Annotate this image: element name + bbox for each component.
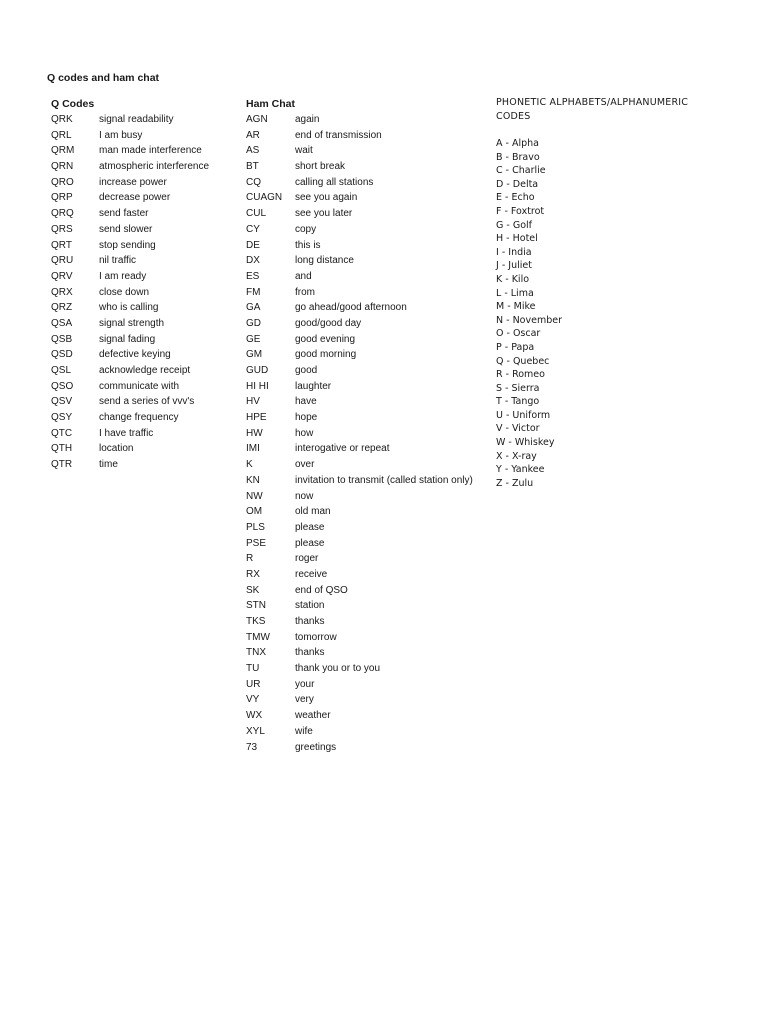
list-item: M - Mike [496,301,536,313]
table-row [51,190,231,206]
list-item: L - Lima [496,287,534,299]
table-row [51,300,231,316]
list-item: V - Victor [496,423,540,435]
code-cell: HI HI [246,380,269,392]
list-item: Q - Quebec [496,355,550,367]
list-item: H - Hotel [496,233,538,245]
code-cell: GUD [246,365,269,376]
phonetic-header-line2: CODES [496,111,531,122]
table-row [51,441,231,457]
table-row [246,520,486,536]
meaning-cell: send a series of vvv's [99,396,195,408]
meaning-cell: location [99,443,134,455]
table-row [246,661,486,677]
table-row [246,489,486,505]
table-row [246,379,486,395]
table-row [246,143,486,159]
table-row [51,316,231,332]
meaning-cell: defective keying [99,349,171,361]
code-cell: ES [246,270,260,282]
meaning-cell: wait [295,145,313,157]
meaning-cell: weather [295,710,331,722]
code-cell: QTC [51,427,73,439]
code-cell: QSD [51,349,73,361]
meaning-cell: change frequency [99,412,179,424]
code-cell: GM [246,349,263,361]
table-row [246,300,486,316]
table-row [51,143,231,159]
code-cell: TNX [246,647,266,659]
meaning-cell: receive [295,568,328,580]
list-item: E - Echo [496,192,535,204]
meaning-cell: station [295,600,325,612]
code-cell: IMI [246,443,260,455]
meaning-cell: good morning [295,349,357,361]
ham-chat-column [246,96,486,755]
meaning-cell: thanks [295,647,325,659]
table-row [246,473,486,489]
code-cell: GD [246,317,261,329]
meaning-cell: go ahead/good afternoon [295,302,407,314]
code-cell: QRK [51,114,73,125]
meaning-cell: from [295,286,315,298]
code-cell: TKS [246,616,266,627]
phonetic-header [496,96,736,124]
table-row [246,457,486,473]
code-cell: DE [246,239,260,251]
meaning-cell: how [295,427,314,439]
code-cell: QSY [51,412,73,424]
table-row [246,316,486,332]
meaning-cell: good [295,365,318,376]
meaning-cell: invitation to transmit (called station only) [295,474,473,486]
code-cell: AR [246,129,260,141]
table-row [246,112,486,128]
meaning-cell: I am ready [99,270,147,282]
list-item: R - Romeo [496,369,545,381]
meaning-cell: send faster [99,208,149,220]
code-cell: OM [246,506,263,518]
meaning-cell: see you again [295,192,358,204]
phonetic-header-line1: PHONETIC ALPHABETS/ALPHANUMERIC [496,97,689,108]
list-item: F - Foxtrot [496,205,545,217]
code-cell: QRL [51,129,72,141]
q-codes-column [51,96,231,473]
table-row [246,332,486,348]
meaning-cell: I am busy [99,129,143,141]
code-cell: QTH [51,443,73,455]
list-item: O - Oscar [496,328,541,340]
code-cell: QSB [51,333,73,345]
meaning-cell: thanks [295,616,325,627]
code-cell: NW [246,490,263,502]
code-cell: FM [246,286,261,298]
meaning-cell: hope [295,412,318,424]
code-cell: PSE [246,537,267,549]
meaning-cell: send slower [99,223,153,235]
code-cell: R [246,553,254,565]
code-cell: 73 [246,741,258,753]
code-cell: K [246,459,253,471]
q-codes-header: Q Codes [51,98,95,110]
meaning-cell: good/good day [295,317,362,329]
code-cell: HW [246,427,263,439]
table-row [246,128,486,144]
list-item: A - Alpha [496,138,539,149]
meaning-cell: again [295,114,320,125]
ham-chat-header: Ham Chat [246,98,296,110]
code-cell: TMW [246,631,270,643]
meaning-cell: who is calling [99,302,159,314]
meaning-cell: now [295,490,314,502]
table-row [246,536,486,552]
table-row [51,457,231,473]
meaning-cell: this is [295,239,321,251]
table-row [51,394,231,410]
code-cell: QRX [51,286,73,298]
meaning-cell: please [295,537,325,549]
meaning-cell: copy [295,223,317,235]
list-item: U - Uniform [496,409,551,421]
table-row [246,724,486,740]
meaning-cell: atmospheric interference [99,161,210,173]
code-cell: QRN [51,161,74,173]
meaning-cell: decrease power [99,192,171,204]
meaning-cell: good evening [295,333,356,345]
code-cell: CUL [246,208,267,220]
table-row [246,426,486,442]
list-item: W - Whiskey [496,437,555,449]
code-cell: HPE [246,412,267,424]
code-cell: QRQ [51,208,74,220]
code-cell: QRS [51,223,73,235]
table-row [246,222,486,238]
table-row [246,692,486,708]
list-item: N - November [496,314,562,326]
table-row [246,614,486,630]
meaning-cell: end of transmission [295,129,382,141]
table-row [51,426,231,442]
meaning-cell: interogative or repeat [295,443,390,455]
table-row [246,645,486,661]
list-item: T - Tango [496,396,540,408]
table-row [51,379,231,395]
q-codes-list [51,112,231,473]
meaning-cell: end of QSO [295,584,348,596]
meaning-cell: and [295,270,312,282]
code-cell: PLS [246,521,265,533]
list-item: Y - Yankee [496,464,545,476]
meaning-cell: have [295,396,317,408]
page-title: Q codes and ham chat [47,72,160,84]
list-item: C - Charlie [496,165,546,177]
table-row [51,269,231,285]
table-row [246,394,486,410]
list-item: K - Kilo [496,273,530,285]
table-row [246,269,486,285]
meaning-cell: over [295,459,315,471]
code-cell: HV [246,396,260,408]
meaning-cell: greetings [295,741,337,753]
code-cell: GE [246,333,261,345]
table-row [51,222,231,238]
list-item: G - Golf [496,219,532,231]
code-cell: XYL [246,725,265,737]
code-cell: STN [246,600,266,612]
code-cell: QSV [51,396,73,408]
meaning-cell: wife [295,725,313,737]
table-row [246,347,486,363]
meaning-cell: communicate with [99,380,180,392]
code-cell: QRU [51,255,74,267]
list-item: X - X-ray [496,450,537,462]
code-cell: WX [246,710,263,722]
table-row [246,441,486,457]
meaning-cell: tomorrow [295,631,337,643]
code-cell: UR [246,678,261,690]
meaning-cell: please [295,521,325,533]
meaning-cell: signal readability [99,114,174,125]
code-cell: RX [246,568,260,580]
code-cell: CUAGN [246,192,283,204]
table-row [246,630,486,646]
table-row [246,598,486,614]
meaning-cell: roger [295,553,319,565]
table-row [51,363,231,379]
table-row [51,285,231,301]
table-row [246,190,486,206]
code-cell: SK [246,584,260,596]
table-row [246,159,486,175]
meaning-cell: signal strength [99,317,165,329]
table-row [246,410,486,426]
meaning-cell: I have traffic [99,427,154,439]
table-row [51,112,231,128]
list-item: B - Bravo [496,151,540,163]
code-cell: TU [246,663,260,675]
code-cell: BT [246,161,259,173]
code-cell: QRP [51,192,73,204]
table-row [51,332,231,348]
phonetic-list [496,137,736,490]
code-cell: CY [246,223,260,235]
code-cell: QSL [51,365,72,376]
code-cell: KN [246,474,260,486]
table-row [51,410,231,426]
table-row [51,347,231,363]
meaning-cell: time [99,459,118,471]
table-row [246,238,486,254]
table-row [246,253,486,269]
meaning-cell: very [295,694,314,706]
meaning-cell: calling all stations [295,176,374,188]
table-row [246,504,486,520]
ham-chat-list [246,112,486,755]
meaning-cell: acknowledge receipt [99,365,191,376]
table-row [246,708,486,724]
table-row [246,677,486,693]
table-row [246,206,486,222]
table-row [51,238,231,254]
table-row [51,128,231,144]
meaning-cell: nil traffic [99,255,137,267]
meaning-cell: old man [295,506,331,518]
meaning-cell: short break [295,161,346,173]
code-cell: AS [246,145,260,157]
meaning-cell: man made interference [99,145,202,157]
table-row [246,567,486,583]
code-cell: VY [246,694,260,706]
table-row [246,551,486,567]
table-row [246,285,486,301]
table-row [51,206,231,222]
code-cell: QSO [51,380,74,392]
table-row [246,175,486,191]
table-row [246,363,486,379]
list-item: P - Papa [496,341,535,353]
table-row [51,175,231,191]
code-cell: QRV [51,270,73,282]
code-cell: GA [246,302,261,314]
meaning-cell: long distance [295,255,354,267]
meaning-cell: laughter [295,380,332,392]
code-cell: QRM [51,145,75,157]
code-cell: AGN [246,114,268,125]
phonetic-column [496,96,736,490]
list-item: S - Sierra [496,382,540,394]
list-item: D - Delta [496,178,539,190]
meaning-cell: close down [99,286,150,298]
code-cell: QSA [51,317,73,329]
meaning-cell: stop sending [99,239,156,251]
list-item: J - Juliet [496,260,532,272]
code-cell: QRO [51,176,74,188]
code-cell: QTR [51,459,73,471]
code-cell: QRT [51,239,72,251]
meaning-cell: see you later [295,208,353,220]
table-row [246,583,486,599]
table-row [51,159,231,175]
table-row [246,740,486,756]
meaning-cell: thank you or to you [295,663,381,675]
meaning-cell: increase power [99,176,167,188]
meaning-cell: your [295,678,315,690]
code-cell: CQ [246,176,261,188]
list-item: I - India [496,246,532,258]
code-cell: QRZ [51,302,73,314]
list-item: Z - Zulu [496,477,534,489]
table-row [51,253,231,269]
meaning-cell: signal fading [99,333,156,345]
code-cell: DX [246,255,260,267]
